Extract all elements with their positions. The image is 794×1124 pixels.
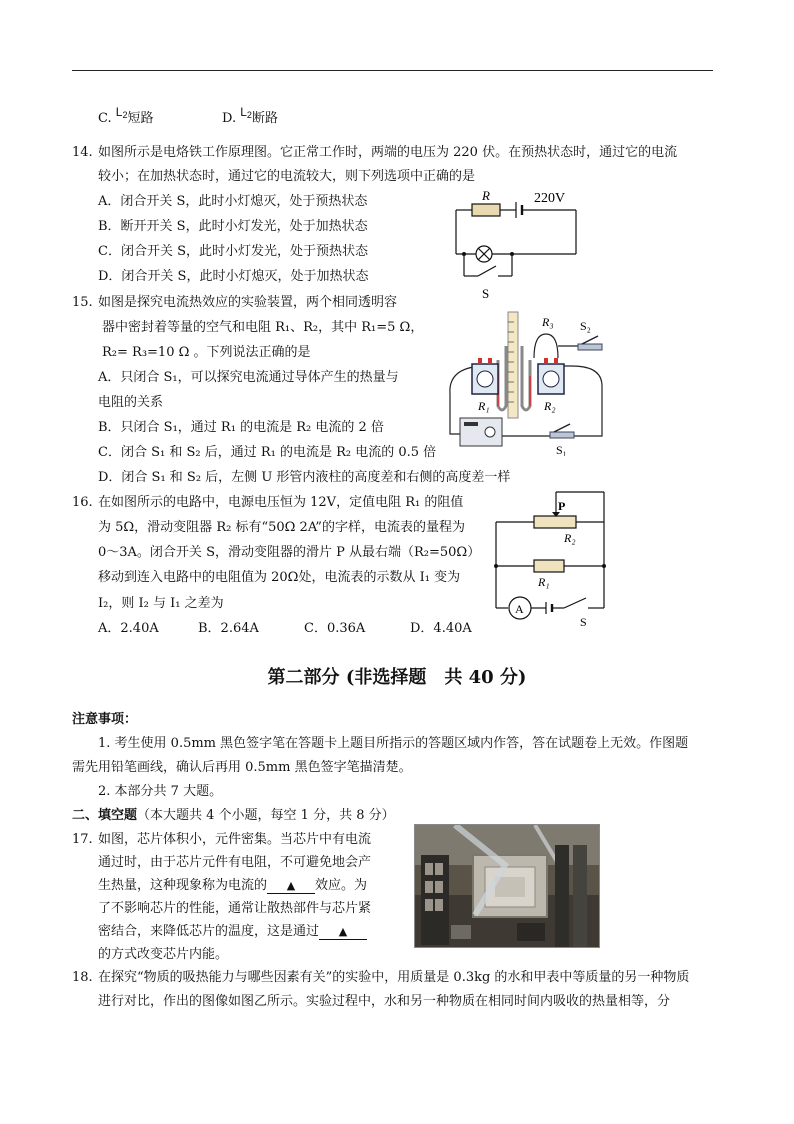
q16-option-c: C．0.36A	[304, 621, 366, 636]
junction-dot	[510, 252, 514, 256]
q15-apparatus-diagram	[442, 306, 610, 456]
q14-option-b: B．断开开关 S，此时小灯发光，处于加热状态	[98, 219, 368, 234]
q14-option-d: D．闭合开关 S，此时小灯熄灭，处于加热状态	[98, 269, 369, 284]
part2-title: 第二部分 (非选择题 共 40 分)	[267, 667, 527, 688]
q16-stem-line2: 为 5Ω，滑动变阻器 R₂ 标有“50Ω 2A”的字样，电流表的量程为	[98, 520, 465, 535]
q16-stem-line3: 0～3A。闭合开关 S，滑动变阻器的滑片 P 从最右端（R₂=50Ω）	[98, 545, 481, 560]
q18-line1: 在探究“物质的吸热能力与哪些因素有关”的实验中，用质量是 0.3kg 的水和甲表中等质量的另一种物质	[98, 970, 690, 985]
q15-stem-line1: 如图是探究电流热效应的实验装置，两个相同透明容	[98, 295, 398, 310]
fig-label-s: S	[482, 286, 490, 301]
fig-label-s1: S₁	[556, 443, 567, 456]
q13-option-c: C. $L_2$短路	[98, 105, 154, 126]
q16-stem-line5: I₂，则 I₂ 与 I₁ 之差为	[98, 596, 224, 611]
q15-option-d: D．闭合 S₁ 和 S₂ 后，左侧 U 形管内液柱的高度差和右侧的高度差一样	[98, 470, 511, 485]
section2-heading: 二、填空题（本大题共 4 个小题，每空 1 分，共 8 分）	[72, 808, 395, 823]
q16-option-a: A．2.40A	[98, 621, 159, 636]
fig-label-s: S	[580, 615, 587, 629]
q16-option-b: B．2.64A	[198, 621, 259, 636]
fig-label-r2: R₂	[564, 531, 576, 545]
fig-label-220v: 220V	[534, 191, 566, 206]
q15-stem-line2: 器中密封着等量的空气和电阻 R₁、R₂，其中 R₁=5 Ω，	[102, 320, 424, 335]
cpu-chip-photo	[414, 824, 600, 948]
junction-dot	[602, 564, 606, 568]
q14-stem-line1: 如图所示是电烙铁工作原理图。它正常工作时，两端的电压为 220 伏。在预热状态时，通过它的电流	[98, 145, 678, 160]
q14-circuit-diagram	[446, 184, 586, 302]
q15-option-a-line2: 电阻的关系	[98, 395, 164, 410]
fig-label-r: R	[482, 188, 490, 203]
notes-item1-line2: 需先用铅笔画线，确认后再用 0.5mm 黑色签字笔描清楚。	[72, 760, 412, 775]
q15-option-c: C．闭合 S₁ 和 S₂ 后，通过 R₁ 的电流是 R₂ 电流的 0.5 倍	[98, 445, 437, 460]
fig-label-p: P	[558, 499, 566, 513]
fig-label-ammeter: A	[515, 602, 524, 616]
switch-s1	[550, 432, 574, 438]
notes-title: 注意事项：	[72, 712, 138, 727]
top-rule	[72, 70, 713, 71]
q17-line2: 通过时，由于芯片元件有电阻，不可避免地会产	[98, 855, 372, 870]
q16-stem-line1: 在如图所示的电路中，电源电压恒为 12V，定值电阻 R₁ 的阻值	[98, 495, 464, 510]
fig-label-r1: R₁	[478, 399, 490, 413]
q17-line3: 生热量，这种现象称为电流的 ▲ 效应。为	[98, 878, 368, 893]
fig-label-r1: R₁	[538, 575, 550, 589]
fig-label-r3: R₃	[542, 315, 554, 329]
junction-dot	[494, 564, 498, 568]
fig-label-r2: R₂	[544, 399, 556, 413]
q15-number: 15.	[72, 295, 93, 310]
q16-circuit-diagram	[490, 486, 612, 630]
notes-item2: 2. 本部分共 7 大题。	[98, 784, 223, 799]
q14-option-a: A．闭合开关 S，此时小灯熄灭，处于预热状态	[98, 194, 368, 209]
notes-item1-line1: 1. 考生使用 0.5mm 黑色签字笔在答题卡上题目所指示的答题区域内作答，答在试题卷上无效。作图题	[98, 736, 689, 751]
fig-label-s2: S₂	[580, 319, 591, 333]
q15-stem-line3: R₂= R₃=10 Ω 。下列说法正确的是	[102, 345, 311, 360]
q16-stem-line4: 移动到连入电路中的电阻值为 20Ω处，电流表的示数从 I₁ 变为	[98, 570, 461, 585]
answer-blank-1[interactable]: ▲	[267, 879, 315, 894]
q14-number: 14.	[72, 145, 93, 160]
resistor-r2	[543, 371, 559, 387]
q15-option-b: B．只闭合 S₁，通过 R₁ 的电流是 R₂ 电流的 2 倍	[98, 420, 384, 435]
q16-option-d: D．4.40A	[410, 621, 472, 636]
q17-line4: 了不影响芯片的性能，通常让散热部件与芯片紧	[98, 901, 372, 916]
q17-line6: 的方式改变芯片内能。	[98, 947, 229, 962]
q18-number: 18.	[72, 970, 93, 985]
q17-line5: 密结合，来降低芯片的温度，这是通过 ▲	[98, 922, 367, 942]
q17-number: 17.	[72, 832, 93, 847]
answer-blank-2[interactable]: ▲	[319, 925, 367, 940]
q18-line2: 进行对比，作出的图像如图乙所示。实验过程中，水和另一种物质在相同时间内吸收的热量相等，分	[98, 994, 671, 1009]
switch-s2	[578, 344, 602, 350]
cpu-chip-illustration	[415, 825, 599, 947]
q14-option-c: C．闭合开关 S，此时小灯发光，处于预热状态	[98, 244, 368, 259]
q17-line1: 如图，芯片体积小，元件密集。当芯片中有电流	[98, 832, 372, 847]
junction-dot	[462, 252, 466, 256]
q13-option-d: D. $L_2$断路	[222, 105, 278, 126]
q15-option-a-line1: A．只闭合 S₁，可以探究电流通过导体产生的热量与	[98, 370, 399, 385]
q14-stem-line2: 较小；在加热状态时，通过它的电流较大，则下列选项中正确的是	[98, 169, 476, 184]
resistor-r1	[477, 371, 493, 387]
q16-number: 16.	[72, 495, 93, 510]
